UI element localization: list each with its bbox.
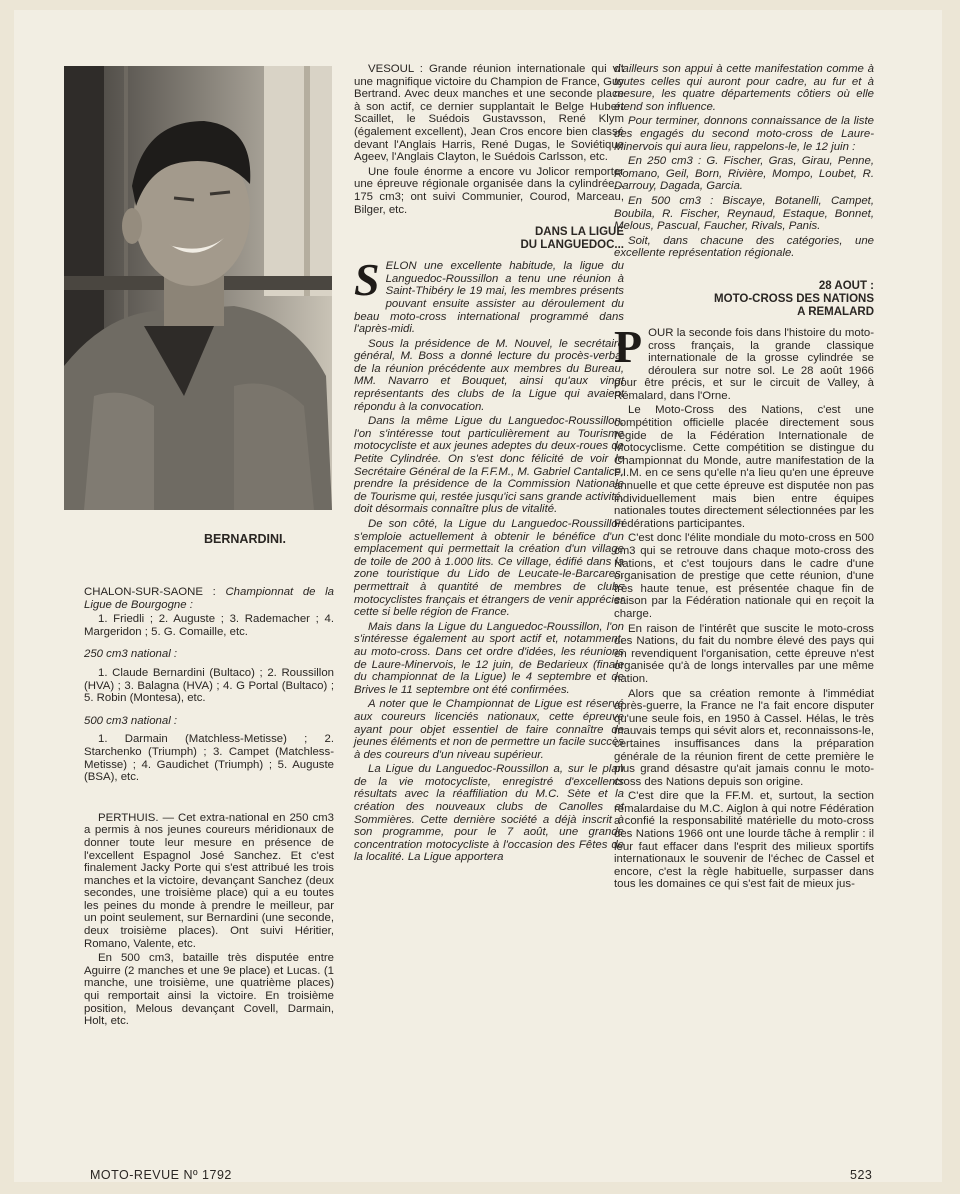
magazine-issue-footer: MOTO-REVUE Nº 1792 xyxy=(90,1168,232,1182)
perthuis-paragraph xyxy=(84,812,334,951)
heading-line: MOTO-CROSS DES NATIONS xyxy=(714,292,874,305)
nations-paragraph-3: C'est donc l'élite mondiale du moto-cross en 500 cm3 qui se retrouve dans chaque moto-cross des Nations, et c'est toujours dans le cadre d'une organisation de prestige que cette réunion, d'une très haute tenue, est présentée chaque fin de saison par la Fédération nationale qui en reçoit la charge. xyxy=(614,532,874,620)
nations-text-1: OUR la seconde fois dans l'histoire du moto-cross français, la grande classique internationale de la grosse cylindrée se déroulera sur notre sol. Le 28 août 1966 pour être précis, et sur le circuit de Valley, à Rémalard, dans l'Orne. xyxy=(614,326,874,402)
heading-line: DU LANGUEDOC... xyxy=(520,239,624,252)
chalon-paragraph xyxy=(84,586,334,611)
nations-paragraph-6: C'est dire que la FF.M. et, surtout, la section rémalardaise du M.C. Aiglon à qui notre Fédération a confié la responsabilité matérielle du moto-cross des Nations 1966 ont une lourde tâche à remplir : il leur faut effacer dans l'esprit des milieux sportifs internationaux le souvenir de l'échec de Cassel et encore, c'est la règle habituelle, surpasser dans tous les domaines ce qui s'est fait de mieux jus- xyxy=(614,790,874,891)
section-heading-languedoc xyxy=(354,226,624,252)
languedoc-paragraph-7: La Ligue du Languedoc-Roussillon a, sur le plan de la vie motocycliste, enregistré d'excellents résultats avec la réaffiliation du M.C. Sète et la création des nouveaux clubs de Canolles et Sommières. Cette dernière société a déjà inscrit à son programme, pour le 7 août, une grande concentration motocycliste à l'occasion des Fêtes de la localité. La Ligue apportera xyxy=(354,763,624,864)
entries-500: En 500 cm3 : Biscaye, Botanelli, Campet, Boubila, R. Fischer, Reynaud, Estaque, Bonnet, Melous, Pascual, Faucher, Rivals, Panis. xyxy=(614,194,874,233)
entries-250: En 250 cm3 : G. Fischer, Gras, Girau, Penne, Romano, Geil, Born, Rivière, Mompo, Loubet, R. Darrouy, Dagada, Garcia. xyxy=(614,155,874,193)
perthuis-text: Cet extra-national en 250 cm3 a permis à nos jeunes coureurs méridionaux de donner toute leur mesure en présence de l'excellent Espagnol José Sanchez. Et c'est finalement Jacky Porte qui s'est attribué les trois manches et la victoire, devançant Sanchez (deux secondes, une troisième place) qui a eu toutes les peines du monde à prendre le meilleur, par un point seulement, sur Bernardini (une seconde, deux troisième places). Ont suivi Héritier, Romano, Valente, etc. xyxy=(84,811,335,950)
nations-paragraph-5: Alors que sa création remonte à l'immédiat après-guerre, la France ne l'a fait encore disputer qu'une seule fois, en 1950 à Cassel. Hélas, le très mauvais temps qui sévit alors et, reconnaissons-le, certaines insuffisances dans la préparation générale de la réunion firent de cette première le plus grand désastre qu'ait jamais connu le moto-cross des Nations depuis son origine. xyxy=(614,687,874,788)
column-middle xyxy=(354,63,624,866)
page-number: 523 xyxy=(850,1168,873,1182)
portrait-illustration xyxy=(64,66,332,510)
heading-line: A REMALARD xyxy=(797,305,874,318)
vesoul-text: Grande réunion internationale qui vit une magnifique victoire du Champion de France, Guy Bertrand. Avec deux manches et une seconde place à son actif, ce dernier supplantait le Belge Hubert Scaillet, le Suédois Gustavsson, René Klym (également excellent), Jean Cros encore bien classé devant l'Anglais Harris, René Dugas, le Soviétique Ageev, l'Anglais Clayton, le Suédois Carlsson, etc. xyxy=(354,63,624,164)
chalon-intro: Championnat de la Ligue de Bourgogne : xyxy=(84,586,334,611)
rider-portrait-photo xyxy=(64,66,332,510)
perthuis-paragraph-2: En 500 cm3, bataille très disputée entre Aguirre (2 manches et une 9e place) et Lucas. (1 manche, une troisième, une quatrième places) qui remportait ainsi la victoire. En troisième position, Melous devançant Covell, Darmain, Holt, etc. xyxy=(84,952,334,1028)
chalon-results: 1. Friedli ; 2. Auguste ; 3. Rademacher ; 4. Margeridon ; 5. G. Comaille, etc. xyxy=(84,613,334,638)
languedoc-paragraph-4: De son côté, la Ligue du Languedoc-Roussillon s'emploie actuellement à obtenir le bénéfice d'un emplacement qui permettait la création d'un village de toile de 200 à 1.000 lits. Ce village, édifié dans la zone touristique du Lido de Leucate-le-Barcares, permettrait à quantité de membres de clubs motocyclistes français et étrangers de venir apprécier cette si belle région de France. xyxy=(354,518,624,619)
chalon-title: CHALON-SUR-SAONE : xyxy=(84,586,216,598)
column-left xyxy=(84,586,334,1030)
vesoul-title: VESOUL : xyxy=(368,63,423,75)
heading-line: 28 AOUT : xyxy=(818,279,874,292)
heading-line: DANS LA LIGUE xyxy=(534,226,624,239)
vesoul-paragraph xyxy=(354,63,624,164)
results-500-national: 1. Darmain (Matchless-Metisse) ; 2. Starchenko (Triumph) ; 3. Campet (Matchless-Metisse) ; 4. Gaudichet (Triumph) ; 5. Auguste (BSA), etc. xyxy=(84,733,334,784)
results-250-national: 1. Claude Bernardini (Bultaco) ; 2. Roussillon (HVA) ; 3. Balagna (HVA) ; 4. G Portal (Bultaco) ; 5. Robin (Montesa), etc. xyxy=(84,666,334,705)
languedoc-paragraph-6: A noter que le Championnat de Ligue est réservé aux coureurs licenciés nationaux, cette épreuve ayant pour objet essentiel de faire connaître de jeunes éléments et non de permettre un facile succès à des coureurs d'un niveau supérieur. xyxy=(354,698,624,761)
languedoc-paragraph-1 xyxy=(354,254,624,336)
languedoc-text-1: ELON une excellente habitude, la ligue du Languedoc-Roussillon a tenu une réunion à Saint-Thibéry le 19 mai, les membres présents pouvant ensuite assister au déroulement du beau moto-cross international programmé dans l'après-midi. xyxy=(354,260,624,336)
languedoc-paragraph-3: Dans la même Ligue du Languedoc-Roussillon, l'on s'intéresse tout particulièrement au Tourisme motocycliste et aux jeunes adeptes du deux-roues de Petite Cylindrée. On s'est donc félicité de voir le Secrétaire Général de la F.F.M., M. Gabriel Cantalice, prendre la présidence de la Commission Nationale de Tourisme qui, restée jusqu'ici sans grande activité, doit désormais connaître plus de vitalité. xyxy=(354,415,624,516)
drop-cap: P xyxy=(614,320,643,372)
nations-paragraph-4: En raison de l'intérêt que suscite le moto-cross des Nations, du fait du nombre élevé des pays qui en revendiquent l'organisation, cette épreuve n'est organisée qu'à de longs intervalles par une même nation. xyxy=(614,622,874,685)
perthuis-title: PERTHUIS. — xyxy=(98,811,174,824)
nations-paragraph-2: Le Moto-Cross des Nations, c'est une compétition officielle placée directement sous l'égide de la Fédération Internationale de Motocyclisme. Cette compétition se distingue du Championnat du Monde, autre manifestation de la F.I.M. en ce sens qu'elle n'a lieu qu'en une épreuve annuelle et que cette épreuve est disputée non pas individuellement mais bien entre équipes nationales toutes directement sélectionnées par les Fédérations participantes. xyxy=(614,404,874,530)
drop-cap: S xyxy=(354,254,380,306)
section-heading-nations xyxy=(614,280,874,319)
heading-500-national: 500 cm3 national : xyxy=(84,714,178,727)
photo-caption: BERNARDINI. xyxy=(204,532,286,546)
languedoc-continued-1: d'ailleurs son appui à cette manifestation comme à toutes celles qui auront pour cadre, au fur et à mesure, les quatre départements côtiers où elle étend son influence. xyxy=(614,63,874,113)
nations-paragraph-1 xyxy=(614,320,874,403)
vesoul-paragraph-2: Une foule énorme a encore vu Jolicor remporter une épreuve régionale organisée dans la cylindrée... 175 cm3; ont suivi Communier, Courod, Marceau, Bilger, etc. xyxy=(354,165,624,216)
languedoc-continued-5: Soit, dans chacune des catégories, une excellente représentation régionale. xyxy=(614,234,874,260)
column-right xyxy=(614,63,874,893)
heading-250-national: 250 cm3 national : xyxy=(84,648,178,661)
languedoc-paragraph-5: Mais dans la Ligue du Languedoc-Roussillon, l'on s'intéresse également au sport actif et, notamment, au moto-cross. Dans cet ordre d'idées, les réunions de Laure-Minervois, le 12 juin, de Bedarieux (finale du championnat de la Ligue) le 4 septembre et de Brives le 11 septembre ont été confirmées. xyxy=(354,620,624,696)
languedoc-paragraph-2: Sous la présidence de M. Nouvel, le secrétaire général, M. Boss a donné lecture du procès-verbal de la réunion précédente aux membres du Bureau, MM. Navarro et Bouquet, ainsi qu'aux vingt représentants des clubs de la Ligue qui avaient répondu à la convocation. xyxy=(354,337,624,413)
languedoc-continued-2: Pour terminer, donnons connaissance de la liste des engagés du second moto-cross de Laure-Minervois qui aura lieu, rappelons-le, le 12 juin : xyxy=(614,115,874,153)
